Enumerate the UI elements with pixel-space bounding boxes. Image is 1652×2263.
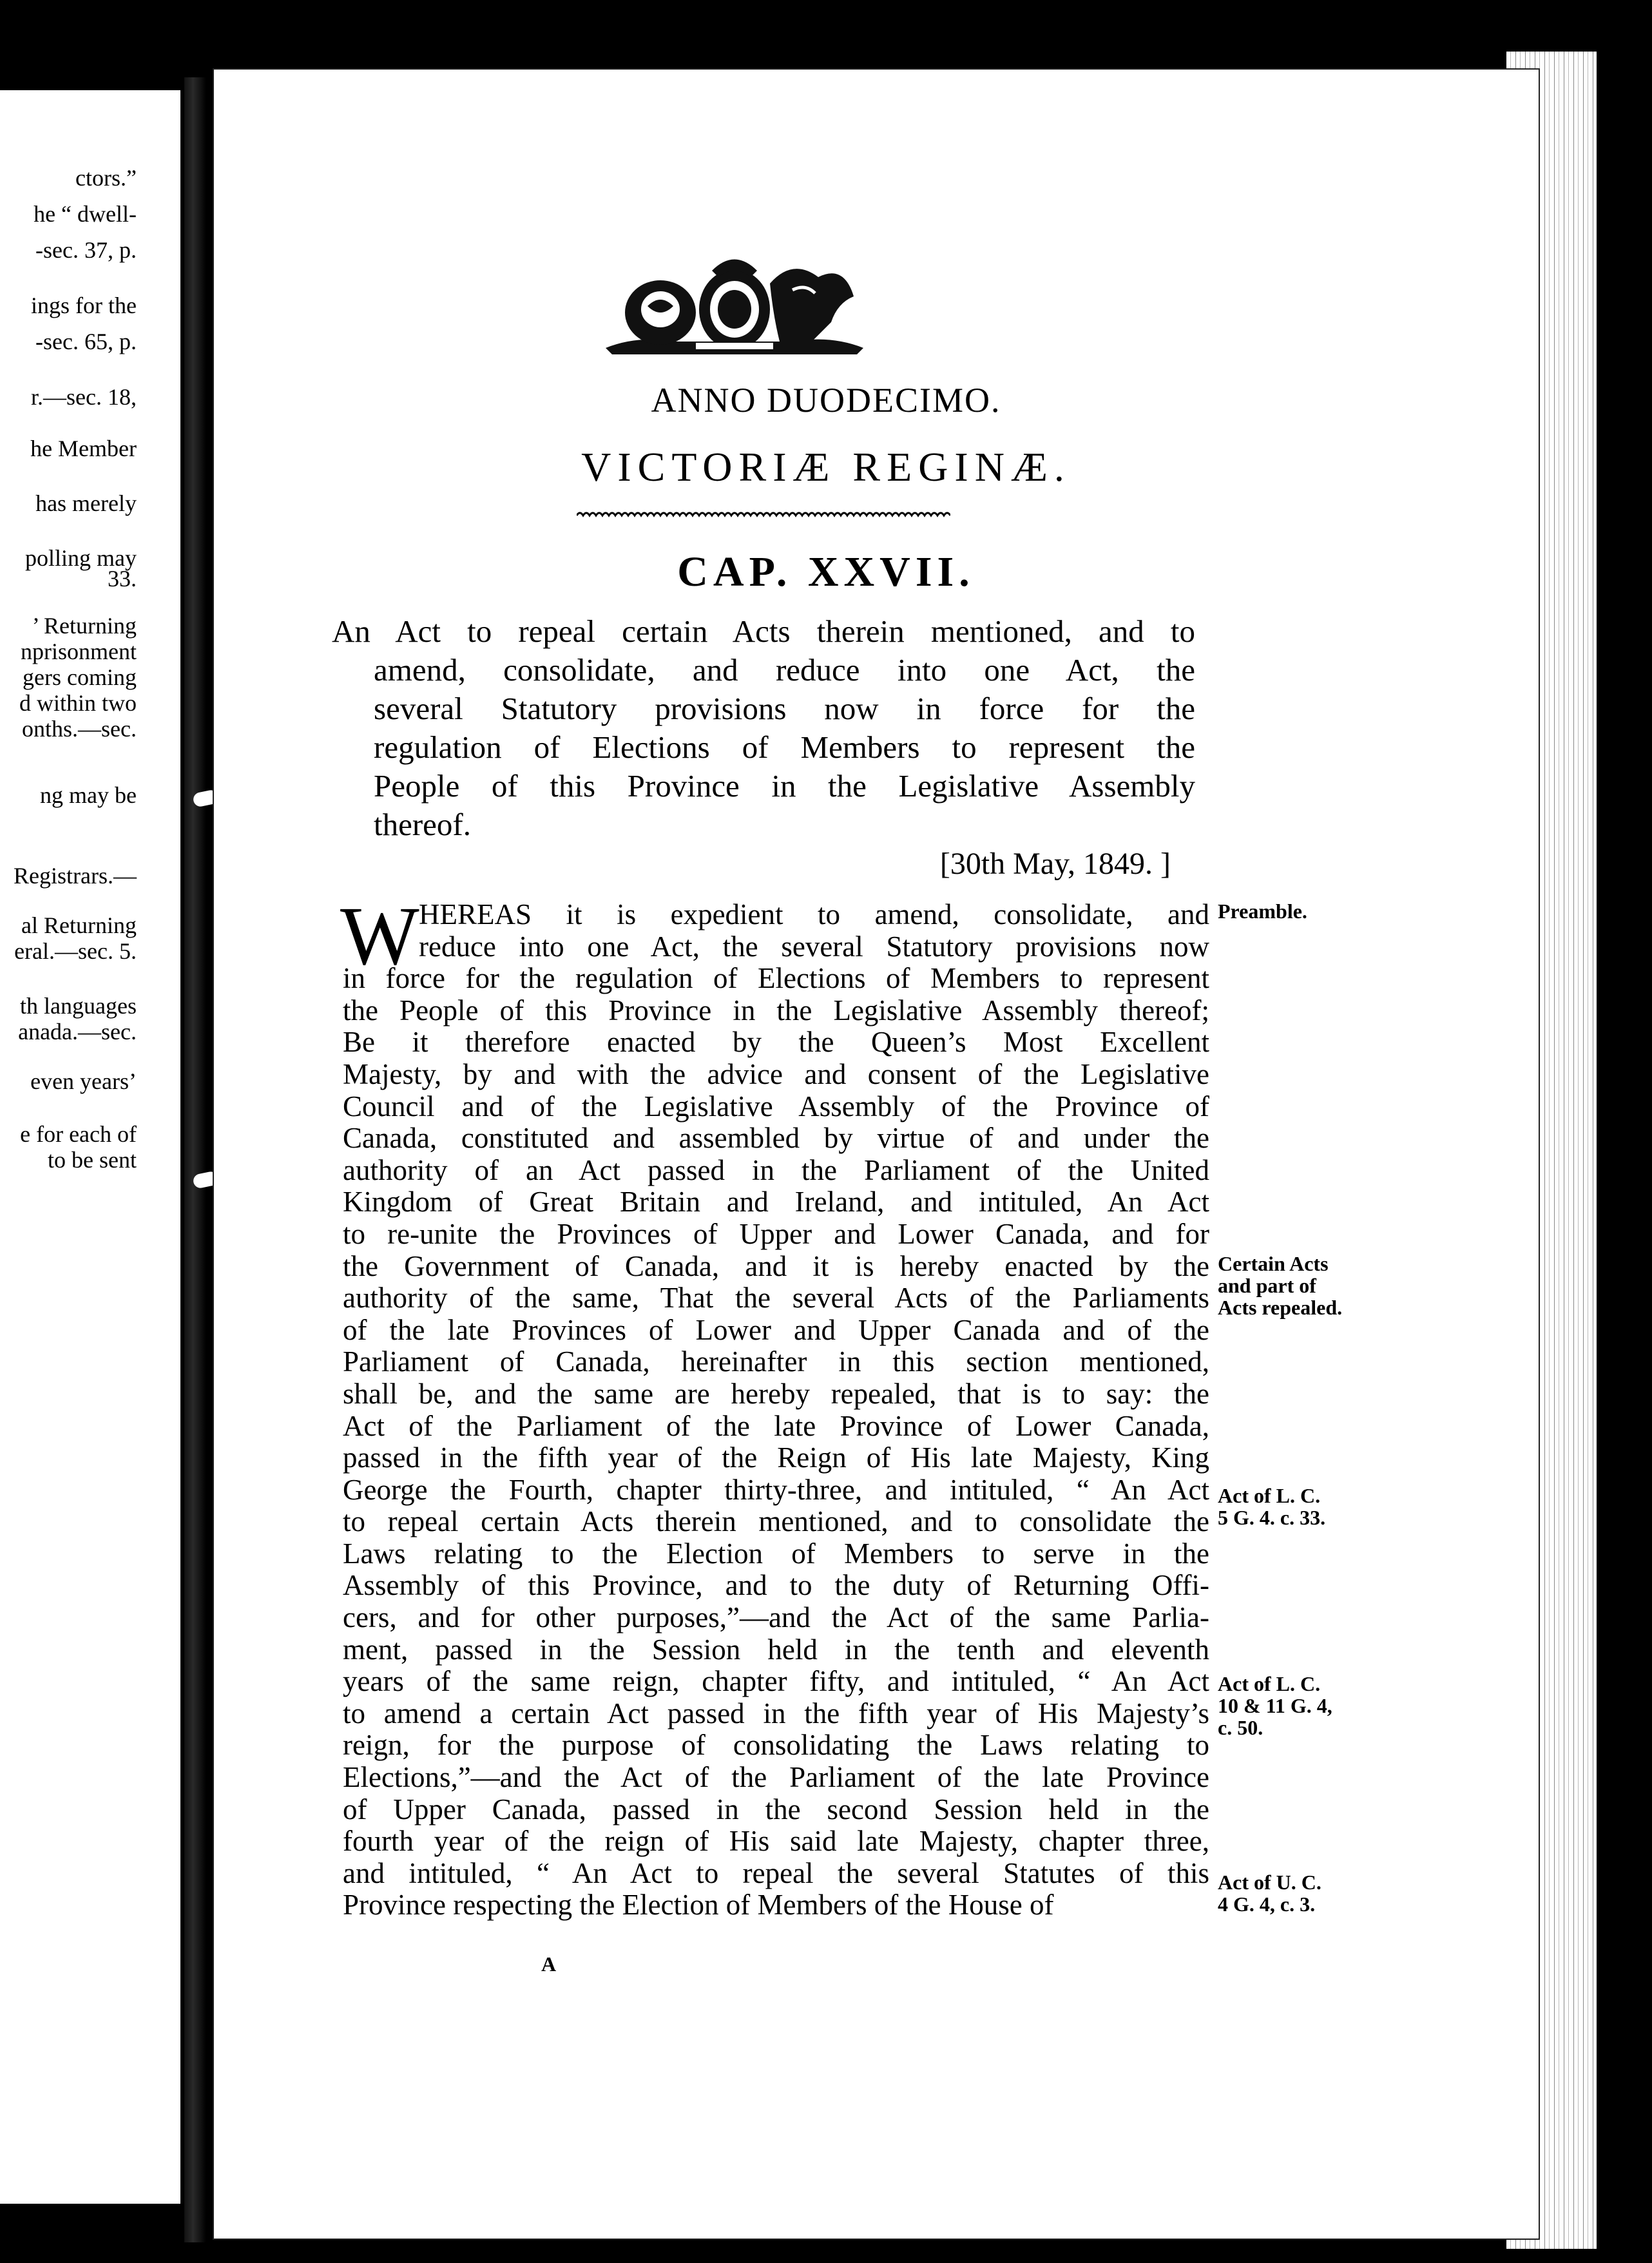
signature-mark: A xyxy=(541,1952,557,1976)
act-title xyxy=(332,612,1195,844)
body-line: Council and of the Legislative Assembly of the Province of xyxy=(343,1090,1209,1122)
facing-page-line: e for each of xyxy=(20,1121,137,1147)
facing-page-line: ’ Returning xyxy=(32,613,137,639)
margin-note-uc-3: Act of U. C. 4 G. 4, c. 3. xyxy=(1218,1871,1321,1916)
facing-page-line: -sec. 37, p. xyxy=(35,237,137,263)
wavy-rule xyxy=(577,508,950,523)
preamble-text xyxy=(343,899,1209,1921)
facing-page-line: anada.—sec. xyxy=(18,1019,137,1045)
body-line: the People of this Province in the Legislative Assembly thereof; xyxy=(343,994,1209,1026)
facing-page-line: even years’ xyxy=(30,1068,137,1094)
facing-page-line: he Member xyxy=(30,436,137,461)
body-line: Kingdom of Great Britain and Ireland, and intituled, An Act xyxy=(343,1186,1209,1218)
title-line: regulation of Elections of Members to represent the xyxy=(374,729,1195,765)
facing-page-line: ings for the xyxy=(31,293,137,318)
facing-page-line: ng may be xyxy=(40,782,137,808)
facing-page-line: Registrars.— xyxy=(14,863,137,889)
title-line: thereof. xyxy=(374,807,471,842)
body-line: Province respecting the Election of Members of the House of xyxy=(343,1889,1054,1921)
facing-page-line: polling may xyxy=(25,545,137,571)
facing-page-line: th languages xyxy=(20,993,137,1019)
body-line: Be it therefore enacted by the Queen’s Most Excellent xyxy=(343,1026,1209,1059)
title-line: An Act to repeal certain Acts therein mentioned, and to xyxy=(332,613,1195,649)
body-line: authority of an Act passed in the Parliament of the United xyxy=(343,1153,1209,1186)
body-line: fourth year of the reign of His said late Majesty, chapter three, xyxy=(343,1825,1209,1858)
regina-heading: VICTORIÆ REGINÆ. xyxy=(581,444,1071,490)
facing-page-line: al Returning xyxy=(21,912,137,938)
body-line: Laws relating to the Election of Members to serve in the xyxy=(343,1537,1209,1570)
margin-note-lc-50: Act of L. C. 10 & 11 G. 4, c. 50. xyxy=(1218,1672,1332,1739)
body-line: HEREAS it is expedient to amend, consolidate, and xyxy=(419,898,1209,930)
body-line: authority of the same, That the several Acts of the Parliaments xyxy=(343,1282,1209,1314)
facing-page-line: nprisonment xyxy=(21,639,137,664)
body-line: reign, for the purpose of consolidating the Laws relating to xyxy=(343,1729,1209,1762)
facing-page-line: 33. xyxy=(108,566,137,592)
facing-page-line: onths.—sec. xyxy=(22,716,137,742)
body-line: passed in the fifth year of the Reign of His late Majesty, King xyxy=(343,1441,1209,1474)
facing-page-line: gers coming xyxy=(23,664,137,690)
margin-note-preamble: Preamble. xyxy=(1218,900,1307,923)
chapter-heading: CAP. XXVII. xyxy=(677,548,975,595)
body-line: Assembly of this Province, and to the duty of Returning Offi- xyxy=(343,1569,1209,1602)
facing-page-line: to be sent xyxy=(48,1147,137,1173)
body-line: George the Fourth, chapter thirty-three, and intituled, “ An Act xyxy=(343,1473,1209,1506)
body-line: years of the same reign, chapter fifty, and intituled, “ An Act xyxy=(343,1665,1209,1698)
royal-crest-icon xyxy=(599,245,870,358)
facing-page-line: he “ dwell- xyxy=(34,201,137,227)
body-line: in force for the regulation of Elections of Members to represent xyxy=(343,962,1209,995)
body-line: Elections,”—and the Act of the Parliament of the late Province xyxy=(343,1761,1209,1794)
facing-page-line: eral.—sec. 5. xyxy=(14,938,137,964)
body-line: of Upper Canada, passed in the second Session held in the xyxy=(343,1793,1209,1825)
facing-page-line: has merely xyxy=(35,490,137,516)
body-line: and intituled, “ An Act to repeal the several Statutes of this xyxy=(343,1856,1209,1889)
body-line: of the late Provinces of Lower and Upper Canada and of the xyxy=(343,1313,1209,1346)
body-line: the Government of Canada, and it is hereby enacted by the xyxy=(343,1249,1209,1282)
body-line: reduce into one Act, the several Statutory provisions now xyxy=(419,930,1209,963)
body-line: Canada, constituted and assembled by virtue of and under the xyxy=(343,1122,1209,1155)
title-line: several Statutory provisions now in force for the xyxy=(374,691,1195,726)
body-line: to re-unite the Provinces of Upper and Lower Canada, and for xyxy=(343,1217,1209,1250)
enactment-date: [30th May, 1849. ] xyxy=(939,847,1171,881)
facing-page-line: r.—sec. 18, xyxy=(31,384,137,410)
facing-page-line: ctors.” xyxy=(75,165,137,191)
body-line: to repeal certain Acts therein mentioned, and to consolidate the xyxy=(343,1505,1209,1538)
body-line: to amend a certain Act passed in the fifth year of His Majesty’s xyxy=(343,1697,1209,1729)
body-line: shall be, and the same are hereby repealed, that is to say: the xyxy=(343,1377,1209,1410)
facing-page-line: d within two xyxy=(19,690,137,716)
title-line: amend, consolidate, and reduce into one Act, the xyxy=(374,652,1195,688)
body-line: Parliament of Canada, hereinafter in this section mentioned, xyxy=(343,1345,1209,1378)
drop-capital: W xyxy=(340,890,419,983)
body-line: cers, and for other purposes,”—and the Act of the same Parlia- xyxy=(343,1601,1209,1634)
anno-heading: ANNO DUODECIMO. xyxy=(651,381,1001,419)
body-line: ment, passed in the Session held in the tenth and eleventh xyxy=(343,1633,1209,1666)
margin-note-lc-33: Act of L. C. 5 G. 4. c. 33. xyxy=(1218,1484,1326,1529)
title-line: People of this Province in the Legislative Assembly xyxy=(374,768,1195,804)
facing-page-line: -sec. 65, p. xyxy=(35,329,137,354)
margin-note-repealed: Certain Acts and part of Acts repealed. xyxy=(1218,1252,1343,1319)
body-line: Act of the Parliament of the late Province of Lower Canada, xyxy=(343,1409,1209,1442)
body-line: Majesty, by and with the advice and consent of the Legislative xyxy=(343,1057,1209,1090)
